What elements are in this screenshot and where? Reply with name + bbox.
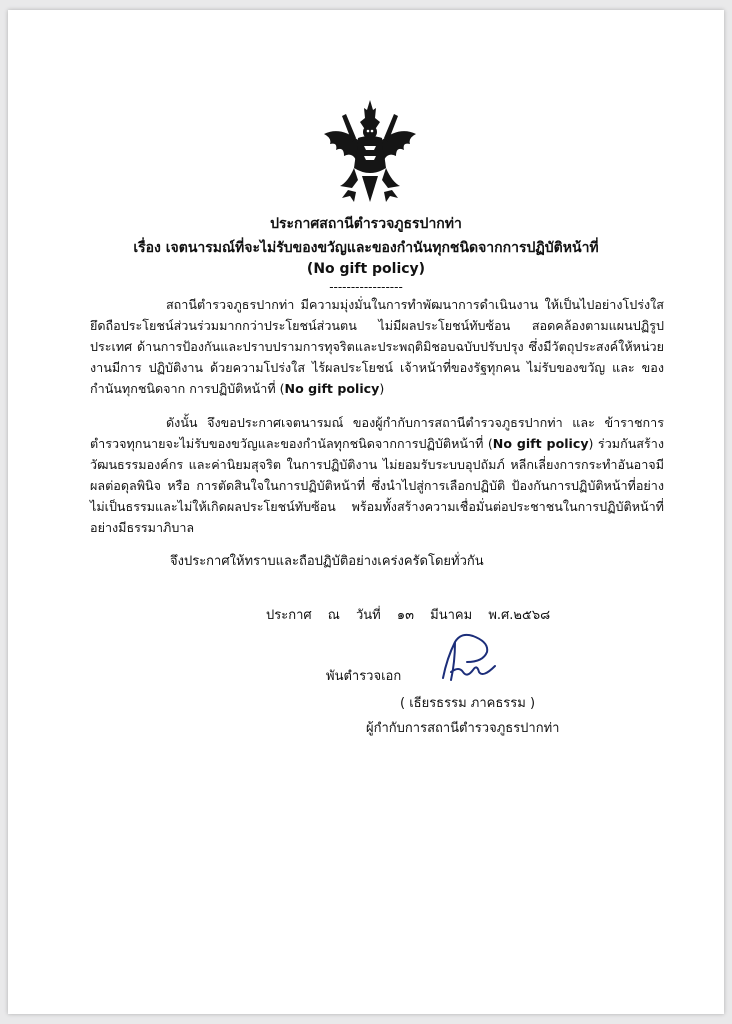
paragraph-1-text: สถานีตำรวจภูธรปากท่า มีความมุ่งมั่นในการทำพัฒนาการดำเนินงาน ให้เป็นไปอย่างโปร่งใส ยึดถือประโยชน์ส่วนร่วมมากกว่าประโยชน์ส่วนตน ไม่มีผลประโยชน์ทับซ้อน สอดคล้องตามแผนปฏิรูปประเทศ ด้านการป้องกันและปราบปรามการทุจริตและประพฤติมิชอบฉบับปรับปรุง ซึ่งมีวัตถุประสงค์ให้หน่วยงานมีการ ปฏิบัติงาน ด้วยความโปร่งใส ไร้ผลประโยชน์ เจ้าหน้าที่ของรัฐทุกคน ไม่รับของขวัญ และ ของกำนันทุกชนิดจาก การปฏิบัติหน้าที่ (	[90, 297, 664, 396]
closing-statement: จึงประกาศให้ทราบและถือปฏิบัติอย่างเคร่งครัดโดยทั่วกัน	[170, 554, 484, 569]
signatory-name: ( เธียรธรรม ภาคธรรม )	[400, 696, 536, 711]
paragraph-2-policy: No gift policy	[492, 436, 589, 451]
paragraph-1-policy: No gift policy	[284, 381, 380, 396]
date-at: ณ	[327, 608, 340, 623]
announcement-title: ประกาศสถานีตำรวจภูธรปากท่า	[270, 216, 462, 232]
policy-label: (No gift policy)	[306, 261, 426, 277]
paragraph-2	[90, 412, 664, 538]
announcement-subject: เรื่อง เจตนารมณ์ที่จะไม่รับของขวัญและของกำนันทุกชนิดจากการปฏิบัติหน้าที่	[133, 240, 599, 256]
date-month: มีนาคม	[430, 608, 473, 623]
document-page	[8, 10, 724, 1014]
paragraph-2-end: ) ร่วมกันสร้างวัฒนธรรมองค์กร และค่านิยมสุจริต ในการปฏิบัติงาน ไม่ยอมรับระบบอุปถัมภ์ หลีกเลี่ยงการกระทำอันอาจมีผลต่อดุลพินิจ หรือ การตัดสินใจในการปฏิบัติหน้าที่ ซึ่งนำไปสู่การเลือกปฏิบัติ ป้องกันการปฏิบัติหน้าที่อย่างไม่เป็นธรรมและไม่ให้เกิดผลประโยชน์ทับซ้อน พร้อมทั้งสร้างความเชื่อมั่นต่อประชาชนในการปฏิบัติหน้าที่อย่างมีธรรมาภิบาล	[90, 436, 664, 535]
signatory-position: ผู้กำกับการสถานีตำรวจภูธรปากท่า	[366, 721, 560, 736]
date-day: ๑๓	[396, 608, 415, 623]
date-day-label: วันที่	[355, 608, 381, 623]
garuda-emblem	[318, 98, 422, 206]
header-divider: -----------------	[329, 280, 403, 294]
date-year: พ.ศ.๒๕๖๘	[488, 608, 551, 623]
date-line	[266, 604, 562, 625]
signatory-rank: พันตำรวจเอก	[326, 669, 402, 684]
handwritten-signature	[433, 628, 503, 688]
paragraph-1-end: )	[379, 381, 385, 396]
paragraph-1	[90, 294, 664, 399]
date-announced: ประกาศ	[266, 608, 312, 623]
paragraph-2-text: ดังนั้น จึงขอประกาศเจตนารมณ์ ของผู้กำกับการสถานีตำรวจภูธรปากท่า และ ข้าราชการตำรวจทุกนายจะไม่รับของขวัญและของกำนัลทุกชนิดจากการปฏิบัติหน้าที่ (	[90, 415, 664, 451]
